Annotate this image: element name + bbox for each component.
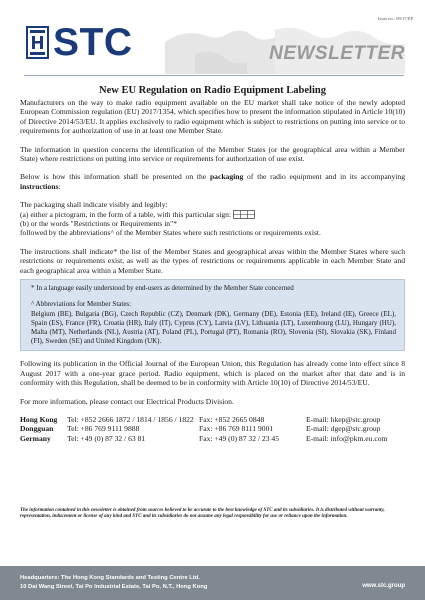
stc-logo-mark [26, 26, 49, 59]
contact-tel: Tel: +852 2666 1872 / 1814 / 1856 / 1822 [67, 414, 194, 424]
instructions-emphasis: instructions [20, 181, 59, 191]
website-link[interactable]: www.stc.group [362, 583, 405, 589]
contact-city: Dongguan [20, 424, 54, 434]
stc-logo-text: STC [53, 22, 133, 64]
contact-row-hong-kong [20, 415, 405, 424]
contact-city: Hong Kong [20, 414, 58, 424]
headquarters-street: 10 Dai Wang Street, Tai Po Industrial Estate, Tai Po, N.T., Hong Kong [20, 583, 208, 590]
contact-email[interactable]: E-mail: hkep@stc.group [306, 414, 381, 424]
contact-tel: Tel: +49 (0) 87 32 / 63 81 [67, 433, 146, 443]
newsletter-label: NEWSLETTER [269, 43, 405, 64]
language-note: * In a language easily understood by end-users as determined by the Member State concerned [31, 284, 294, 293]
packaging-requirements [20, 200, 405, 238]
header-divider [24, 75, 404, 76]
notes-box [20, 279, 405, 351]
paragraph-effective-date: Following its publication in the Official Journal of the European Union, this Regulation has already come into effect since 8 August 2017 with a one-year grace period. Radio equipment, which is placed on the market after that date and is in conformity with this Regulation, shall be deemed to be in conformity with Article 10(10) of Directive 2014/53/EU. [20, 359, 405, 388]
paragraph-information-scope: The information in question concerns the identification of the Member States (or the geographical area within a Member State) where restrictions on putting into service or requirements for authorization of use exist. [20, 144, 405, 164]
contact-fax: Fax: +86 769 8111 9001 [199, 424, 274, 434]
headquarters-name: Headquarters: The Hong Kong Standards and Testing Centre Ltd. [20, 575, 200, 581]
contact-email[interactable]: E-mail: info@pkm.eu.com [306, 433, 388, 443]
restriction-pictogram-icon [233, 210, 255, 219]
article-body [20, 98, 405, 443]
contact-row-dongguan [20, 424, 405, 433]
contact-row-germany [20, 434, 405, 443]
contact-fax: Fax: +49 (0) 87 32 / 23 45 [199, 433, 280, 443]
abbreviations-list: Belgium (BE), Bulgaria (BG), Czech Republic (CZ), Denmark (DK), Germany (DE), Estonia (EE), Ireland (IE), Greece (EL), Spain (ES), France (FR), Croatia (HR), Italy (IT), Cyprus (CY), Latvia (LV), Lithuania (LT), Luxembourg (LU), Hungary (HU), Malta (MT), Netherlands (NL), Austria (AT), Poland (PL), Portugal (PT), Romania (RO), Slovenia (SI), Slovakia (SK), Finland (FI), Sweden (SE) and United Kingdom (UK). [31, 309, 396, 346]
disclaimer: The information contained in this newsletter is obtained from sources believed to be accurate to the best knowledge of STC and its subsidiaries. It is distributed without warranty, representation, inducement or license of any kind and STC and its subsidiaries do not assume any legal responsibility for use or reliance upon the information. [20, 508, 385, 520]
article-title: New EU Regulation on Radio Equipment Labeling [99, 85, 326, 96]
contact-list [20, 415, 405, 443]
contacts-intro: For more information, please contact our Electrical Products Division. [20, 396, 234, 406]
headquarters-address [20, 574, 207, 591]
packaging-emphasis: packaging [209, 172, 244, 182]
packaging-line: followed by the abbreviations^ of the Member States where such restrictions or requirements exist. [20, 228, 321, 238]
contact-fax: Fax: +852 2665 0848 [199, 414, 265, 424]
contact-city: Germany [20, 433, 51, 443]
contact-email[interactable]: E-mail: dgep@stc.group [306, 424, 381, 434]
abbreviations-heading: ^ Abbreviations for Member States: [31, 300, 132, 309]
contact-tel: Tel: +86 769 9111 9888 [67, 424, 140, 434]
paragraph-presentation: Below is how this information shall be presented on the packaging of the radio equipment and in its accompanying instructions: [20, 172, 405, 191]
issue-number: Issue no.: 09/17/EP [377, 16, 413, 21]
paragraph-intro: Manufacturers on the way to make radio equipment available on the EU market shall take notice of the newly adopted European Commission regulation (EU) 2017/1354, which specifies how to present the information stipulated in Article 10(10) of Directive 2014/53/EU. It applies exclusively to radio equipment which is subject to restrictions on putting into service or to requirements for authorization of use in at least one Member State. [20, 98, 405, 136]
footer-bar [0, 566, 425, 600]
paragraph-instructions: The instructions shall indicate* the list of the Member States and geographical areas within the Member States where such restrictions or requirements exist, as well as the types of restrictions or requirements applicable in each Member State and each geographical area within a Member State. [20, 246, 405, 275]
newsletter-header [0, 22, 425, 74]
packaging-line: The packaging shall indicate visibly and legibly: [20, 200, 168, 210]
packaging-line: (b) or the words "Restrictions or Requirements in"* [20, 219, 177, 229]
packaging-line-pictogram: (a) either a pictogram, in the form of a table, with this particular sign: [20, 210, 405, 219]
